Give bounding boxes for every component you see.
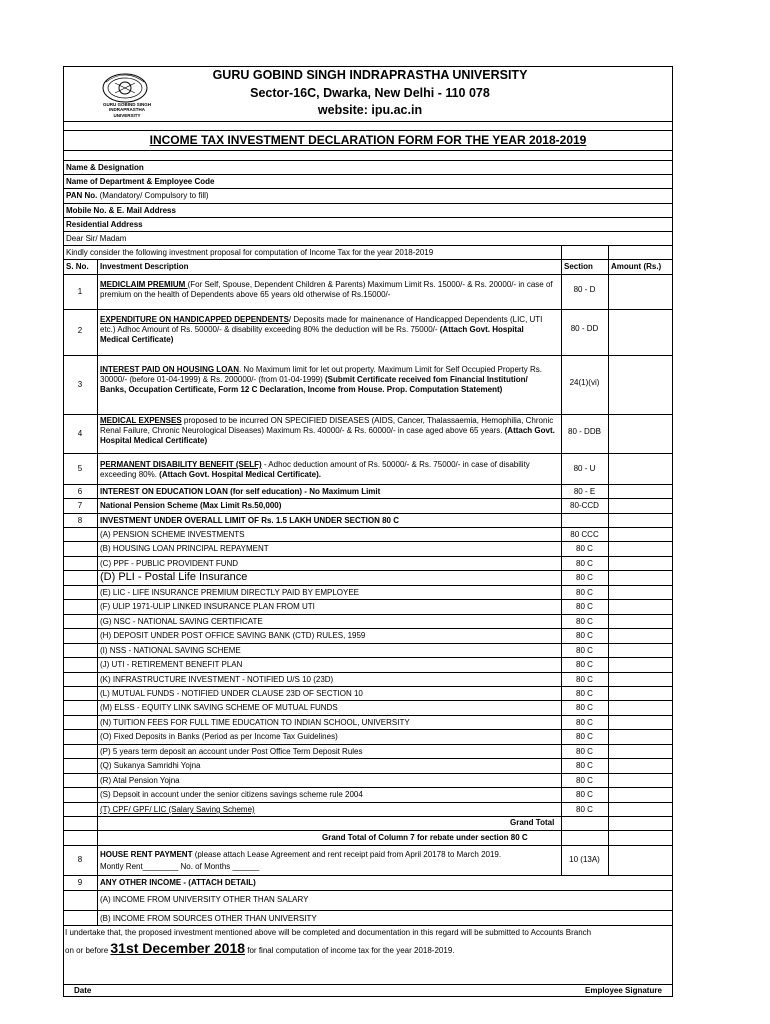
form-title: INCOME TAX INVESTMENT DECLARATION FORM FOR THE YEAR 2018-2019	[149, 133, 587, 147]
rule	[63, 599, 673, 600]
item-handicapped: EXPENDITURE ON HANDICAPPED DEPENDENTS/ Deposits made for mainenance of Handicapped Dependents (LIC, UTI etc.) Adhoc Amount of Rs. 50000/- & disability exceeding 80% the deduction will be Rs. 75000/- (Attach Govt. Hospital Medical Certificate)	[100, 315, 543, 344]
item-sno: 2	[77, 326, 83, 335]
item-disability: PERMANENT DISABILITY BENEFIT (SELF) - Adhoc deduction amount of Rs. 50000/- & Rs. 75000/- in case of disability exceeding 80%. (Attach Govt. Hospital Medical Certificate).	[100, 460, 530, 479]
item-section: 80-CCD	[570, 501, 599, 510]
other-income-university: (A) INCOME FROM UNIVERSITY OTHER THAN SALARY	[100, 895, 309, 904]
rent-months-line[interactable]: Montly Rent________ No. of Months ______	[100, 862, 260, 871]
item-other-income: ANY OTHER INCOME - (ATTACH DETAIL)	[100, 878, 256, 887]
rule	[63, 203, 673, 204]
sub-item-label: (L) MUTUAL FUNDS - NOTIFIED UNDER CLAUSE 23D OF SECTION 10	[100, 689, 363, 698]
university-address: Sector-16C, Dwarka, New Delhi - 110 078	[250, 86, 490, 100]
item-sno: 9	[77, 878, 83, 887]
rule	[63, 309, 673, 310]
sub-item-label: (A) PENSION SCHEME INVESTMENTS	[100, 530, 245, 539]
rule	[63, 259, 673, 260]
rule	[63, 245, 673, 246]
sub-item-section: 80 C	[576, 559, 593, 568]
rule	[63, 188, 673, 189]
rule	[63, 729, 673, 730]
sub-item-section: 80 C	[576, 646, 593, 655]
sub-item-section: 80 C	[576, 617, 593, 626]
sub-item-section: 80 C	[576, 631, 593, 640]
rule	[63, 910, 673, 911]
sub-item-section: 80 C	[576, 732, 593, 741]
grand-total: Grand Total	[510, 818, 555, 827]
rule	[63, 527, 673, 528]
sub-item-label: (J) UTI - RETIREMENT BENEFIT PLAN	[100, 660, 243, 669]
item-section: 10 (13A)	[569, 855, 600, 864]
rule	[63, 984, 673, 985]
rule	[63, 715, 673, 716]
rule	[63, 160, 673, 161]
rule	[63, 150, 673, 151]
field-residential-address[interactable]: Residential Address	[66, 220, 143, 229]
rule	[63, 614, 673, 615]
field-mobile-email[interactable]: Mobile No. & E. Mail Address	[66, 206, 176, 215]
sub-item-section: 80 C	[576, 718, 593, 727]
rule	[63, 217, 673, 218]
rule	[63, 875, 673, 876]
item-section: 80 - D	[573, 285, 596, 294]
rule	[63, 355, 673, 356]
pan-label: PAN No.	[66, 191, 98, 200]
col-rule	[608, 245, 609, 875]
salutation: Dear Sir/ Madam	[66, 234, 127, 243]
col-sno: S. No.	[66, 262, 89, 271]
rule	[63, 773, 673, 774]
sub-item-label: (N) TUITION FEES FOR FULL TIME EDUCATION TO INDIAN SCHOOL, UNIVERSITY	[100, 718, 410, 727]
logo-text: GURU GOBIND SINGH INDRAPRASTHA UNIVERSITY	[102, 102, 151, 118]
rule	[63, 174, 673, 175]
rule	[63, 686, 673, 687]
sub-item-section: 80 C	[576, 602, 593, 611]
sub-item-label: (C) PPF - PUBLIC PROVIDENT FUND	[100, 559, 239, 568]
item-80c-heading: INVESTMENT UNDER OVERALL LIMIT OF Rs. 1.5 LAKH UNDER SECTION 80 C	[100, 516, 399, 525]
sub-item-label: (B) HOUSING LOAN PRINCIPAL REPAYMENT	[100, 544, 269, 553]
rule	[63, 231, 673, 232]
university-name: GURU GOBIND SINGH INDRAPRASTHA UNIVERSITY	[212, 68, 528, 82]
item-sno: 5	[77, 464, 83, 473]
sub-item-label: (S) Depsoit in account under the senior citizens savings scheme rule 2004	[100, 790, 363, 799]
sub-item-section: 80 C	[576, 805, 593, 814]
sub-item-section: 80 C	[576, 588, 593, 597]
employee-signature-label: Employee Signature	[585, 986, 662, 995]
field-name-designation[interactable]: Name & Designation	[66, 163, 144, 172]
sub-item-section: 80 C	[576, 776, 593, 785]
university-website: website: ipu.ac.in	[317, 103, 423, 117]
sub-item-section: 80 C	[576, 790, 593, 799]
rule	[63, 802, 673, 803]
rule	[63, 484, 673, 485]
rule	[63, 845, 673, 846]
item-mediclaim: MEDICLAIM PREMIUM (For Self, Spouse, Dependent Children & Parents) Maximum Limit Rs. 15000/- & Rs. 20000/- in case of premium on the health of Dependents above 65 years old otherwise of Rs.15000/-	[100, 280, 553, 299]
item-sno: 7	[77, 501, 83, 510]
rule	[63, 414, 673, 415]
sub-item-label: (H) DEPOSIT UNDER POST OFFICE SAVING BANK (CTD) RULES, 1959	[100, 631, 366, 640]
sub-item-label: (R) Atal Pension Yojna	[100, 776, 180, 785]
rule	[63, 657, 673, 658]
pan-note: (Mandatory/ Compulsory to fill)	[99, 191, 209, 200]
sub-item-section: 80 C	[576, 747, 593, 756]
rule	[63, 890, 673, 891]
other-income-sources: (B) INCOME FROM SOURCES OTHER THAN UNIVERSITY	[100, 914, 317, 923]
rule	[63, 513, 673, 514]
sub-item-section: 80 C	[576, 761, 593, 770]
intro-text: Kindly consider the following investment proposal for computation of Income Tax for the year 2018-2019	[66, 248, 434, 257]
sub-item-label: (K) INFRASTRUCTURE INVESTMENT - NOTIFIED U/S 10 (23D)	[100, 675, 334, 684]
item-housing-loan: INTEREST PAID ON HOUSING LOAN. No Maximum limit for let out property. Maximum Limit for Self Occupied Property Rs. 30000/- (before 01-04-1999) & Rs. 200000/- (from 01-04-1999) (Submit Certificate received fom Financial Institution/ Banks, Occupation Certificate, Form 12 C Declaration, Income from House. Prop. Computation Statement)	[100, 365, 543, 394]
rule	[63, 585, 673, 586]
col-section: Section	[564, 262, 593, 271]
sub-item-section: 80 C	[576, 675, 593, 684]
col-amount: Amount (Rs.)	[611, 262, 662, 271]
rule	[63, 453, 673, 454]
undertaking-line-1: I undertake that, the proposed investment mentioned above will be completed and documentation in this regard will be submitted to Accounts Branch	[65, 928, 592, 937]
deadline-date: 31st December 2018	[110, 940, 246, 956]
rule	[63, 700, 673, 701]
rule	[63, 758, 673, 759]
sub-item-label: (F) ULIP 1971-ULIP LINKED INSURANCE PLAN FROM UTI	[100, 602, 315, 611]
sub-item-label: (Q) Sukanya Samridhi Yojna	[100, 761, 201, 770]
sub-item-section: 80 C	[576, 573, 593, 582]
item-nps: National Pension Scheme (Max Limit Rs.50,000)	[100, 501, 282, 510]
field-pan[interactable]	[66, 192, 209, 200]
sub-item-section: 80 CCC	[570, 530, 599, 539]
date-label: Date	[74, 986, 92, 995]
rule	[63, 556, 673, 557]
item-medical-expenses: MEDICAL EXPENSES proposed to be incurred ON SPECIFIED DISEASES (AIDS, Cancer, Thalassaemia, Hemophilia, Chronic Renal Failure, Chronic Neurological Diseases) Maximum Rs. 40000/- & Rs. 60000/- in case aged above 65 years. (Attach Govt. Hospital Medical Certificate)	[100, 416, 555, 445]
sub-item-section: 80 C	[576, 544, 593, 553]
rule	[63, 498, 673, 499]
rule	[63, 274, 673, 275]
col-description: Investment Description	[100, 262, 189, 271]
item-section: 80 - DDB	[568, 427, 601, 436]
rule	[63, 787, 673, 788]
rule	[63, 541, 673, 542]
rule	[63, 130, 673, 131]
sub-item-label: (M) ELSS - EQUITY LINK SAVING SCHEME OF MUTUAL FUNDS	[100, 703, 338, 712]
item-sno: 4	[77, 429, 83, 438]
grand-total-col7: Grand Total of Column 7 for rebate under section 80 C	[322, 833, 528, 842]
item-sno: 8	[77, 516, 83, 525]
rule	[63, 643, 673, 644]
undertaking-line-2: on or before 31st December 2018 for final computation of income tax for the year 2018-2019.	[65, 940, 455, 956]
item-section: 80 - U	[573, 464, 596, 473]
item-sno: 6	[77, 487, 83, 496]
rule	[63, 744, 673, 745]
sub-item-label: (I) NSS - NATIONAL SAVING SCHEME	[100, 646, 241, 655]
sub-item-section: 80 C	[576, 689, 593, 698]
sub-item-section: 80 C	[576, 660, 593, 669]
item-sno: 1	[77, 287, 83, 296]
item-section: 80 - DD	[570, 324, 599, 333]
sub-item-label: (D) PLI - Postal Life Insurance	[100, 571, 248, 583]
col-rule	[97, 259, 98, 925]
sub-item-label: (G) NSC - NATIONAL SAVING CERTIFICATE	[100, 617, 263, 626]
sub-item-section: 80 C	[576, 703, 593, 712]
rule	[63, 816, 673, 817]
item-education-loan: INTEREST ON EDUCATION LOAN (for self education) - No Maximum Limit	[100, 487, 381, 496]
item-section: 24(1)(vi)	[569, 378, 600, 387]
item-sno: 3	[77, 380, 83, 389]
sub-item-label: (E) LIC - LIFE INSURANCE PREMIUM DIRECTLY PAID BY EMPLOYEE	[100, 588, 360, 597]
rule	[63, 925, 673, 926]
rule	[63, 672, 673, 673]
sub-item-label: (P) 5 years term deposit an account under Post Office Term Deposit Rules	[100, 747, 363, 756]
sub-item-label: (O) Fixed Deposits in Banks (Period as per Income Tax Guidelines)	[100, 732, 338, 741]
rule	[63, 628, 673, 629]
field-department[interactable]: Name of Department & Employee Code	[66, 177, 215, 186]
sub-item-label: (T) CPF/ GPF/ LIC (Salary Saving Scheme)	[100, 805, 255, 814]
rule	[63, 830, 673, 831]
item-sno: 8	[77, 855, 83, 864]
item-section: 80 - E	[573, 487, 596, 496]
item-house-rent: HOUSE RENT PAYMENT (please attach Lease Agreement and rent receipt paid from April 20178 to March 2019.	[100, 850, 502, 859]
